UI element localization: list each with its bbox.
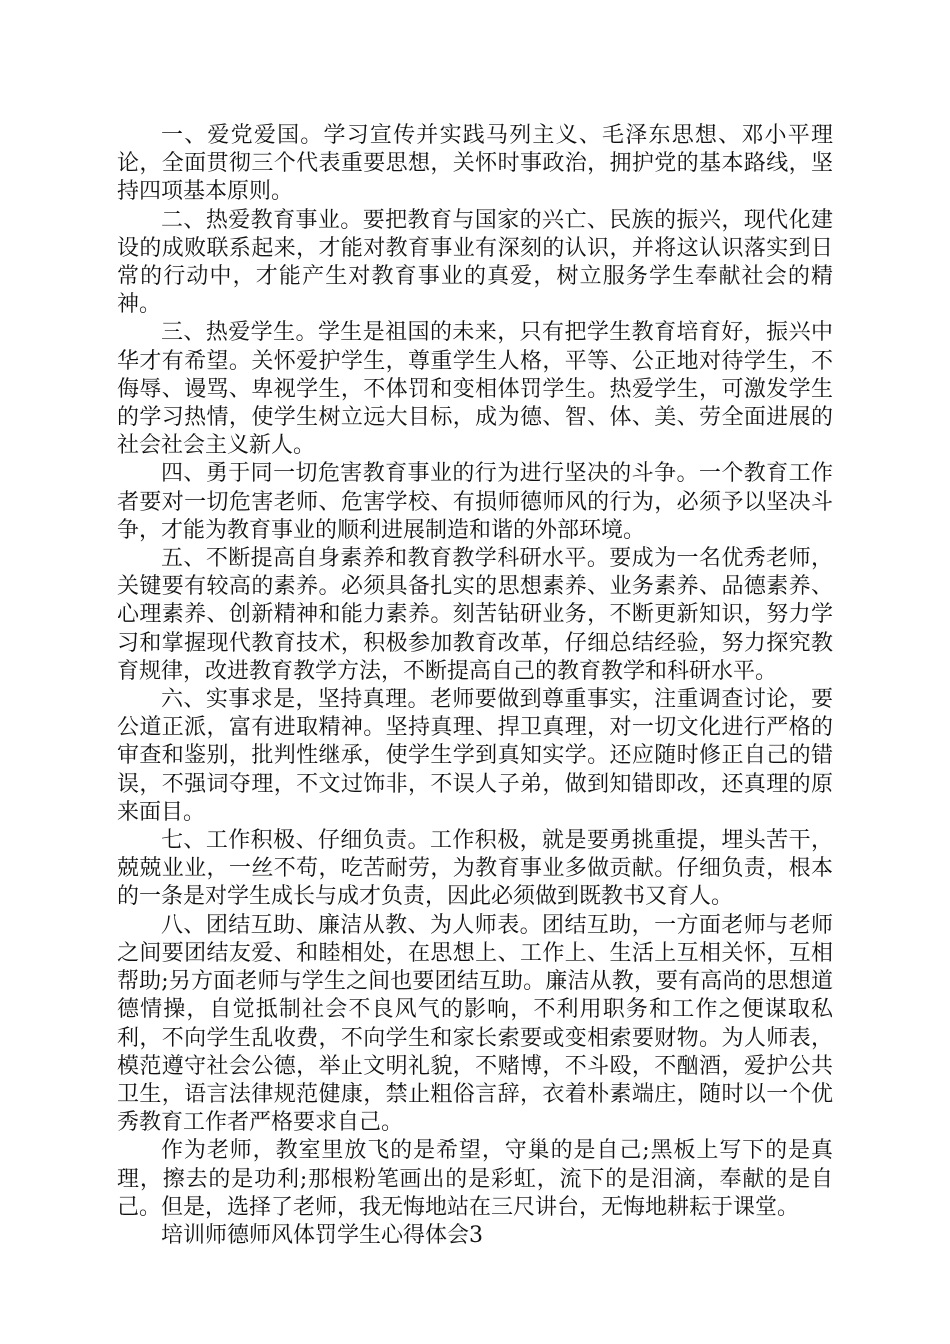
paragraph-1: 一、爱党爱国。学习宣传并实践马列主义、毛泽东思想、邓小平理论，全面贯彻三个代表重要思想，关怀时事政治，拥护党的基本路线，坚持四项基本原则。 xyxy=(117,123,833,205)
paragraph-8: 八、团结互助、廉洁从教、为人师表。团结互助，一方面老师与老师之间要团结友爱、和睦相处，在思想上、工作上、生活上互相关怀，互相帮助;另方面老师与学生之间也要团结互助。廉洁从教，要有高尚的思想道德情操，自觉抵制社会不良风气的影响，不利用职务和工作之便谋取私利，不向学生乱收费，不向学生和家长索要或变相索要财物。为人师表，模范遵守社会公德，举止文明礼貌，不赌博，不斗殴，不酗酒，爱护公共卫生，语言法律规范健康，禁止粗俗言辞，衣着朴素端庄，随时以一个优秀教育工作者严格要求自己。 xyxy=(117,912,833,1136)
document-page xyxy=(117,122,833,1250)
section-heading: 培训师德师风体罚学生心得体会3 xyxy=(161,1222,483,1248)
paragraph-7: 七、工作积极、仔细负责。工作积极，就是要勇挑重提，埋头苦干，兢兢业业，一丝不苟，吃苦耐劳，为教育事业多做贡献。仔细负责，根本的一条是对学生成长与成才负责，因此必须做到既教书又育人。 xyxy=(117,828,833,910)
paragraph-5: 五、不断提高自身素养和教育教学科研水平。要成为一名优秀老师，关键要有较高的素养。必须具备扎实的思想素养、业务素养、品德素养、心理素养、创新精神和能力素养。刻苦钻研业务，不断更新知识，努力学习和掌握现代教育技术，积极参加教育改革，仔细总结经验，努力探究教育规律，改进教育教学方法，不断提高自己的教育教学和科研水平。 xyxy=(117,546,833,684)
paragraph-3: 三、热爱学生。学生是祖国的未来，只有把学生教育培育好，振兴中华才有希望。关怀爱护学生，尊重学生人格，平等、公正地对待学生，不侮辱、谩骂、卑视学生，不体罚和变相体罚学生。热爱学生，可激发学生的学习热情，使学生树立远大目标，成为德、智、体、美、劳全面进展的社会社会主义新人。 xyxy=(117,320,833,459)
paragraph-9: 作为老师，教室里放飞的是希望，守巢的是自己;黑板上写下的是真理，擦去的是功利;那根粉笔画出的是彩虹，流下的是泪滴，奉献的是自己。但是，选择了老师，我无悔地站在三尺讲台，无悔地耕耘于课堂。 xyxy=(117,1138,833,1220)
paragraph-4: 四、勇于同一切危害教育事业的行为进行坚决的斗争。一个教育工作者要对一切危害老师、危害学校、有损师德师风的行为，必须予以坚决斗争，才能为教育事业的顺利进展制造和谐的外部环境。 xyxy=(117,461,833,543)
paragraph-2: 二、热爱教育事业。要把教育与国家的兴亡、民族的振兴，现代化建设的成败联系起来，才能对教育事业有深刻的认识，并将这认识落实到日常的行动中，才能产生对教育事业的真爱，树立服务学生奉献社会的精神。 xyxy=(117,207,833,318)
paragraph-6: 六、实事求是，坚持真理。老师要做到尊重事实，注重调查讨论，要公道正派，富有进取精神。坚持真理、捍卫真理，对一切文化进行严格的审查和鉴别，批判性继承，使学生学到真知实学。还应随时修正自己的错误，不强词夺理，不文过饰非，不误人子弟，做到知错即改，还真理的原来面目。 xyxy=(117,687,833,825)
